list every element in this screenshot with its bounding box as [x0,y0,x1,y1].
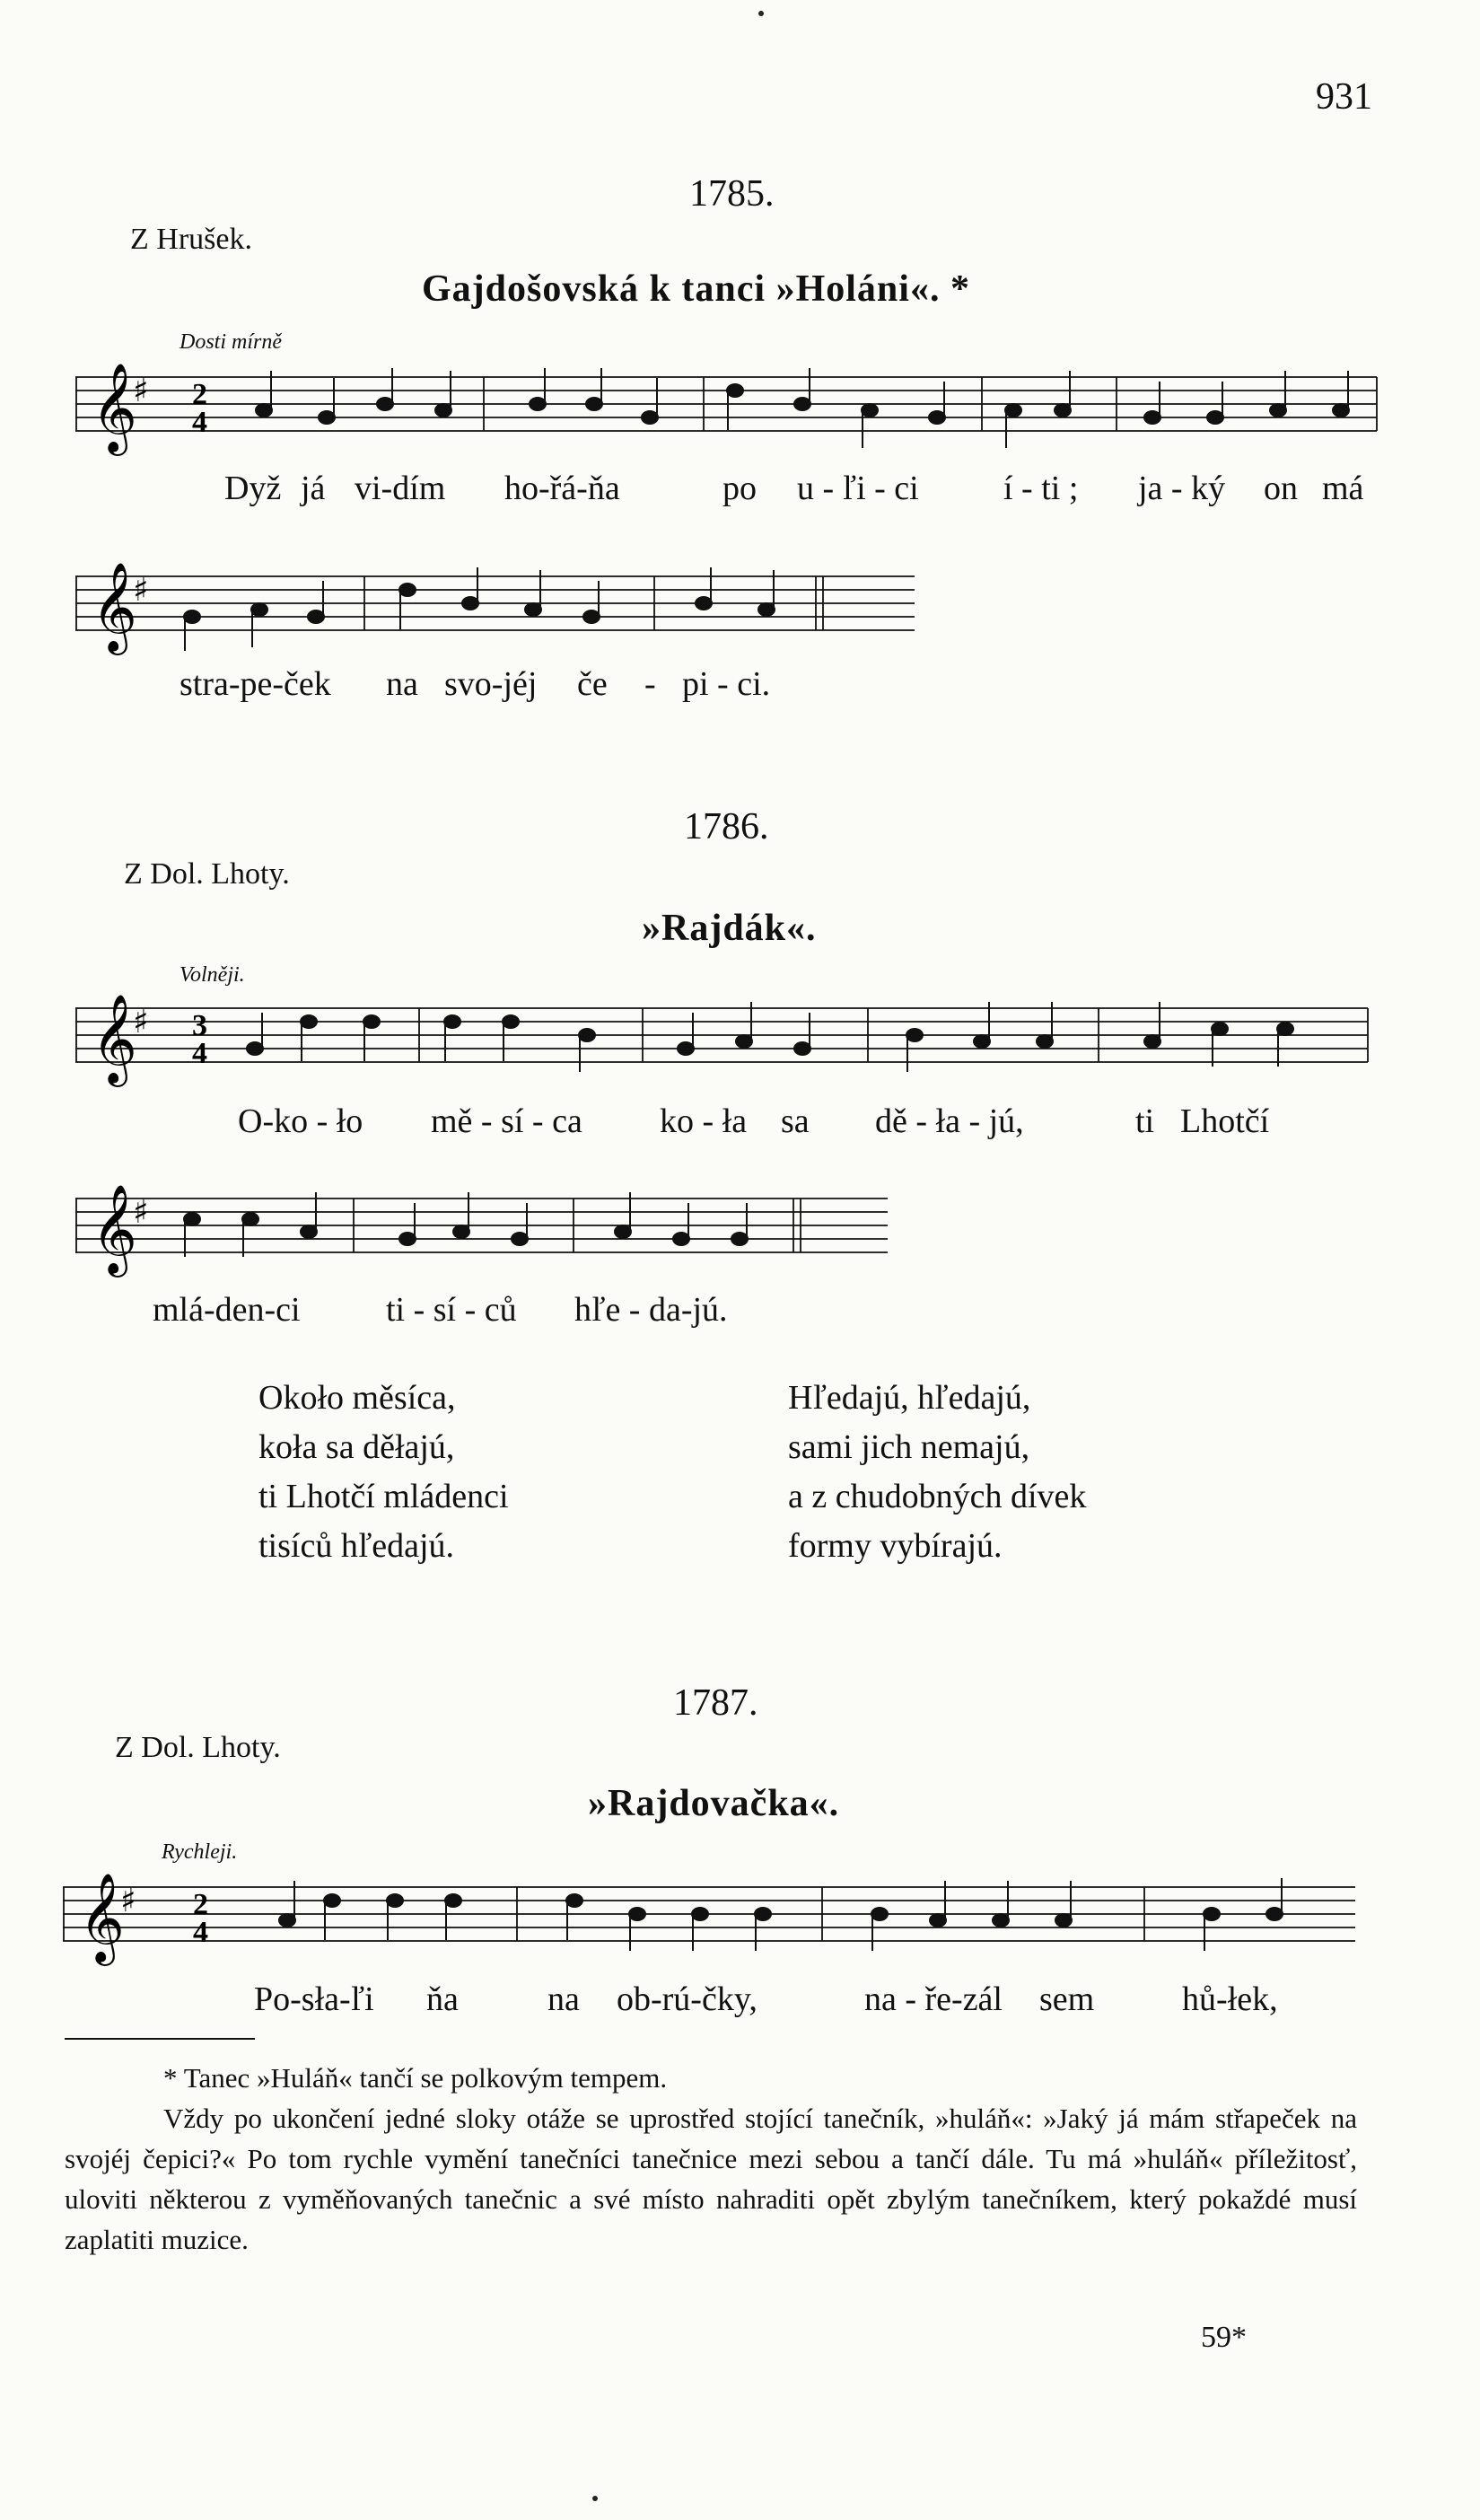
lyric-syllable: po [722,470,757,507]
lyric-syllable: hľe - da-jú. [574,1291,728,1329]
lyric-syllable: dě - ła - jú, [875,1102,1024,1140]
stanza-line: sami jich nemajú, [788,1428,1030,1466]
lyric-syllable: mě - sí - ca [431,1102,582,1140]
treble-clef-icon: 𝄞 [92,1184,137,1274]
footnote-line-1: * Tanec »Huláň« tančí se polkovým tempem. [163,2062,668,2094]
tempo-marking: Rychleji. [162,1840,238,1864]
lyric-syllable: na - ře-zál [864,1980,1003,2018]
time-signature-top: 2 [193,1888,208,1921]
tempo-marking: Volněji. [180,963,245,987]
lyric-syllable: ti - sí - ců [386,1291,517,1329]
song-title: »Rajdovačka«. [588,1783,840,1824]
treble-clef-icon: 𝄞 [92,562,137,652]
lyric-syllable: če [577,665,608,703]
treble-clef-icon: 𝄞 [79,1873,125,1962]
stanza-right [788,1374,1086,1571]
lyric-syllable: í - ti ; [1003,470,1079,507]
music-staff [75,355,1386,462]
lyric-syllable: vi-dím [355,470,446,507]
lyric-syllable: O-ko - ło [238,1102,363,1140]
lyric-syllable: ja - ký [1138,470,1226,507]
stanza-left [258,1374,509,1571]
song-origin: Z Hrušek. [130,223,252,256]
music-staff [75,554,919,662]
lyric-syllable: pi - ci. [682,665,771,703]
song-origin: Z Dol. Lhoty. [115,1731,281,1764]
lyric-syllable: Dyž [224,470,282,507]
footnote-rule [65,2038,255,2040]
lyric-syllable: já [301,470,326,507]
lyric-syllable: ho-řá-ňa [504,470,620,507]
song-origin: Z Dol. Lhoty. [124,857,290,891]
lyric-syllable: Lhotčí [1180,1102,1270,1140]
music-staff [75,986,1386,1093]
lyric-syllable: ňa [426,1980,459,2018]
lyric-syllable: sem [1039,1980,1095,2018]
sharp-icon: ♯ [133,373,149,409]
page-number: 931 [1316,76,1372,118]
printer-signature: 59* [1201,2321,1247,2354]
sharp-icon: ♯ [120,1883,136,1919]
lyric-syllable: na [386,665,418,703]
print-speck [592,2496,598,2501]
stanza-line: ti Lhotčí mládenci [258,1478,509,1515]
lyric-syllable: Po-sła-ľi [254,1980,374,2018]
sharp-icon: ♯ [133,1194,149,1231]
song-title: Gajdošovská k tanci »Holáni«. * [422,268,970,310]
music-staff [75,1176,901,1284]
treble-clef-icon: 𝄞 [92,363,137,452]
music-staff [63,1865,1373,1972]
print-speck [758,11,764,16]
lyric-syllable: ob-rú-čky, [617,1980,758,2018]
lyric-syllable: - [644,665,656,703]
notes [184,567,775,651]
lyric-syllable: na [547,1980,580,2018]
time-signature-bottom: 4 [192,1037,207,1070]
stanza-line: formy vybírajú. [788,1527,1003,1565]
sharp-icon: ♯ [133,572,149,609]
lyric-syllable: stra-pe-ček [180,665,331,703]
sharp-icon: ♯ [133,1004,149,1040]
time-signature-top: 2 [192,378,207,411]
lyric-syllable: u - ľi - ci [797,470,919,507]
time-signature-bottom: 4 [192,406,207,439]
stanza-line: Około měsíca, [258,1379,456,1417]
lyric-syllable: má [1322,470,1364,507]
stanza-line: koła sa děłajú, [258,1428,455,1466]
stanza-line: a z chudobných dívek [788,1478,1087,1515]
song-number: 1785. [689,173,775,215]
tempo-marking: Dosti mírně [180,330,282,354]
lyric-syllable: on [1264,470,1298,507]
footnote-body: Vždy po ukončení jedné sloky otáže se uprostřed stojící tanečník, »huláň«: »Jaký já mám střapeček na svojéj čepici?« Po tom rychle vymění tanečníci tanečnice mezi sebou a tančí dále. Tu má »huláň« příležitosť, uloviti některou z vyměňovaných tanečnic a své místo nahraditi opět zbylým tanečníkem, který pokaždé musí zaplatiti muzice. [65,2103,1357,2255]
stanza-line: tisíců hľedajú. [258,1527,455,1565]
lyric-syllable: svo-jéj [444,665,538,703]
song-number: 1786. [684,806,769,847]
lyric-syllable: ti [1135,1102,1155,1140]
notes [184,1192,748,1257]
treble-clef-icon: 𝄞 [92,994,137,1084]
lyric-syllable: sa [781,1102,810,1140]
song-number: 1787. [673,1682,758,1724]
song-title: »Rajdák«. [642,908,817,949]
lyric-syllable: hů-łek, [1182,1980,1278,2018]
time-signature-bottom: 4 [193,1916,208,1949]
stanza-line: Hľedajú, hľedajú, [788,1379,1031,1417]
time-signature-top: 3 [192,1009,207,1042]
notes [256,368,1349,448]
lyric-syllable: mlá-den-ci [153,1291,301,1329]
lyric-syllable: ko - ła [660,1102,748,1140]
